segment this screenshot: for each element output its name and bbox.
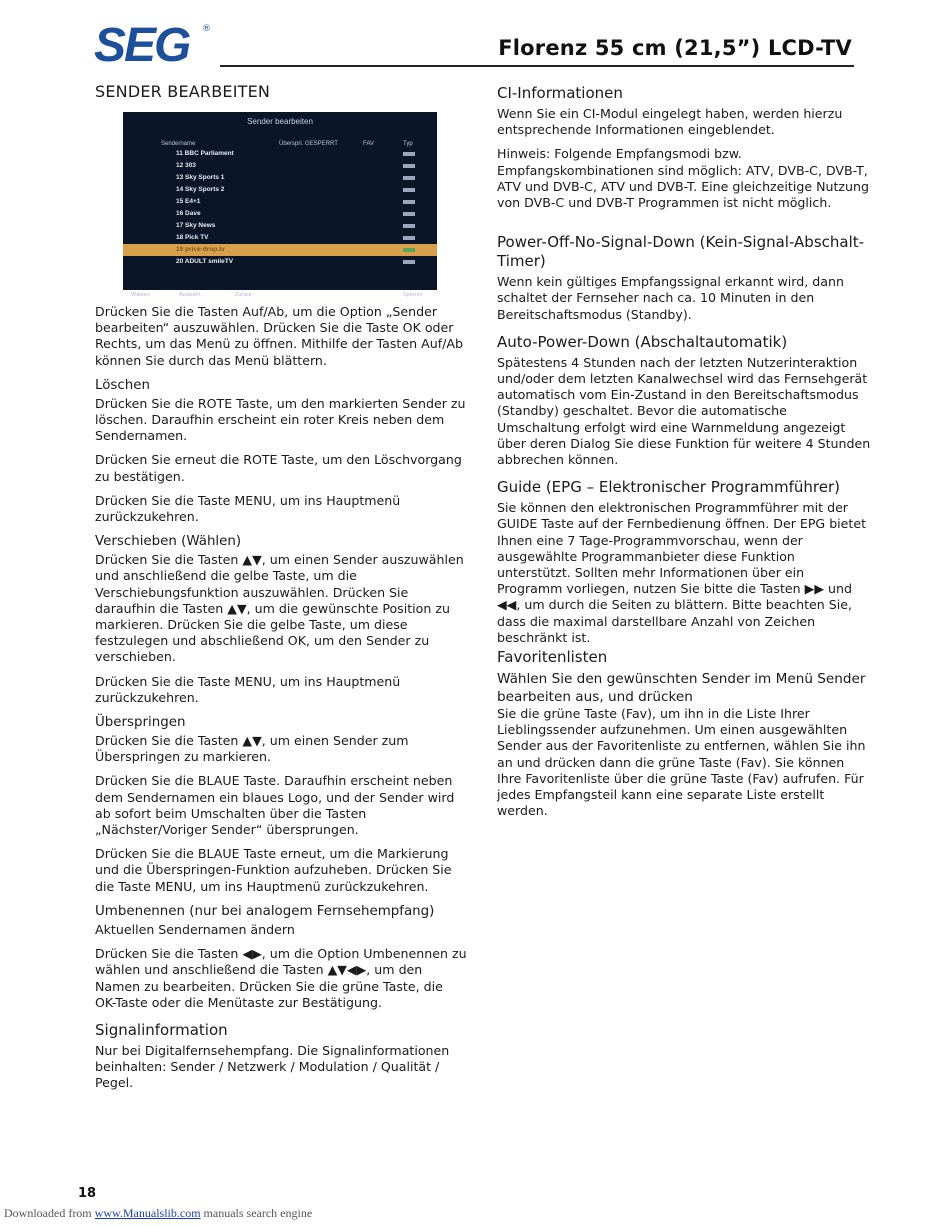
col-fav: FAV	[363, 141, 374, 147]
col-type: Typ	[403, 141, 413, 147]
menu-channel-row-selected: 19 price-drop.tv	[123, 244, 437, 256]
logo-text: SEG	[94, 19, 190, 72]
manualslib-link[interactable]: www.Manualslib.com	[94, 1206, 201, 1220]
paragraph: Hinweis: Folgende Empfangsmodi bzw. Empfangskombinationen sind möglich: ATV, DVB-C, DVB-T, ATV und DVB-C, ATV und DVB-T. Eine gleichzeitige Nutzung von DVB-C und DVB-T Programmen ist nicht möglich.	[497, 146, 869, 211]
menu-channel-row: 16 Dave	[123, 208, 437, 220]
paragraph: Drücken Sie die Tasten ◀▶, um die Option Umbenennen zu wählen und anschließend die Tasten ▲▼◀▶, um den Namen zu bearbeiten. Drücken Sie die grüne Taste, die OK-Taste oder die Menütaste zur Bestätigung.	[95, 946, 467, 1010]
footer-prefix: Downloaded from	[4, 1206, 95, 1220]
col-name: Sendername	[161, 141, 196, 147]
paragraph: Drücken Sie die BLAUE Taste. Daraufhin erscheint neben dem Sendernamen ein blaues Logo, und der Sender wird ab sofort beim Umschalten über die Tasten „Nächster/Voriger Sender“ übersprungen.	[95, 773, 455, 838]
menu-channel-row: 11 BBC Parliament	[123, 148, 437, 160]
menu-channel-row: 14 Sky Sports 2	[123, 184, 437, 196]
header-rule	[220, 65, 854, 67]
paragraph: Drücken Sie die BLAUE Taste erneut, um die Markierung und die Überspringen-Funktion aufzuheben. Drücken Sie die Taste MENU, um ins Hauptmenü zurückzukehren.	[95, 846, 452, 894]
paragraph: Wenn Sie ein CI-Modul eingelegt haben, werden hierzu entsprechende Informationen eingeblendet.	[497, 106, 843, 138]
menu-channel-row: 17 Sky News	[123, 220, 437, 232]
foot-lock: Sperren	[403, 292, 423, 298]
foot-select: Wählen	[131, 292, 150, 298]
subsection-title: Verschieben (Wählen)	[95, 534, 242, 550]
section-heading: Signalinformation	[95, 1020, 228, 1039]
menu-channel-row: 18 Pick TV	[123, 232, 437, 244]
paragraph: Spätestens 4 Stunden nach der letzten Nutzerinteraktion und/oder dem letzten Kanalwechsel wird das Fernsehgerät automatisch vom Ein-Zustand in den Bereitschaftsmodus (Standby) geschaltet. Bevor die automatische Umschaltung erfolgt wird eine Warnmeldung angezeigt über deren Dialog Sie diese Funktion für weitere 4 Stunden abbrechen können.	[497, 354, 871, 468]
paragraph: Drücken Sie die Taste MENU, um ins Hauptmenü zurückzukehren.	[95, 492, 401, 525]
subsection-subtitle: Aktuellen Sendernamen ändern	[95, 921, 295, 937]
col-skip: Überspri. GESPERRT	[279, 141, 338, 147]
foot-choose: Auswahl.	[179, 292, 202, 298]
menu-channel-list	[123, 148, 437, 268]
section-heading: Favoritenlisten	[497, 648, 608, 667]
menu-channel-row: 13 Sky Sports 1	[123, 172, 437, 184]
section-heading: CI-Informationen	[497, 84, 623, 102]
paragraph: Drücken Sie die Tasten ▲▼, um einen Sender auszuwählen und anschließend die gelbe Taste, um die Verschiebungsfunktion auszuwählen. Drücken Sie daraufhin die Tasten ▲▼, um die gewünschte Position zu markieren. Drücken Sie die gelbe Taste, um diese festzulegen und abschließend OK, um den Sender zu verschieben.	[95, 552, 464, 665]
foot-back: Zurück	[235, 292, 252, 298]
page-number: 18	[78, 1186, 97, 1201]
section-heading: Auto-Power-Down (Abschaltautomatik)	[497, 332, 788, 351]
paragraph: Sie können den elektronischen Programmführer mit der GUIDE Taste auf der Fernbedienung öffnen. Der EPG bietet Ihnen eine 7 Tage-Programmvorschau, wenn der ausgewählte Programmanbieter diese Funktion unterstützt. Sollten mehr Informationen über ein Programm vorliegen, nutzen Sie bitte die Tasten ▶▶ und ◀◀, um durch die Seiten zu blättern. Bitte beachten Sie, dass die maximal darstellbare Anzahl von Zeichen beschränkt ist.	[497, 500, 867, 645]
subsection-subtitle: Wählen Sie den gewünschten Sender im Menü Sender bearbeiten aus, und drücken	[497, 671, 866, 706]
menu-title: Sender bearbeiten	[247, 117, 313, 126]
download-footer	[4, 1206, 312, 1221]
paragraph: Wenn kein gültiges Empfangssignal erkannt wird, dann schaltet der Fernseher nach ca. 10 Minuten in den Bereitschaftsmodus (Standby).	[497, 274, 844, 322]
paragraph: Nur bei Digitalfernsehempfang. Die Signalinformationen beinhalten: Sender / Netzwerk / Modulation / Qualität / Pegel.	[95, 1042, 450, 1091]
channel-edit-menu-screenshot	[123, 112, 437, 298]
subsection-title: Löschen	[95, 377, 150, 393]
right-column	[497, 82, 872, 828]
footer-suffix: manuals search engine	[200, 1206, 313, 1220]
paragraph: Drücken Sie die Tasten ▲▼, um einen Sender zum Überspringen zu markieren.	[95, 733, 409, 765]
registered-mark: ®	[202, 24, 211, 34]
section-heading: Power-Off-No-Signal-Down (Kein-Signal-Abschalt-Timer)	[497, 233, 865, 271]
paragraph: Sie die grüne Taste (Fav), um ihn in die Liste Ihrer Lieblingssender aufzunehmen. Um einen ausgewählten Sender aus der Favoritenliste zu entfernen, wählen Sie ihn an und drücken dann die grüne Taste (Fav). Sie können Ihre Favoritenliste über die grüne Taste (Fav) aufrufen. Für jedes Empfangsteil kann eine separate Liste erstellt werden.	[497, 706, 866, 819]
left-column	[95, 82, 467, 1100]
section-title: SENDER BEARBEITEN	[95, 82, 271, 101]
menu-channel-row: 15 E4+1	[123, 196, 437, 208]
menu-channel-row: 20 ADULT smileTV	[123, 256, 437, 268]
paragraph: Drücken Sie die Taste MENU, um ins Hauptmenü zurückzukehren.	[95, 673, 401, 705]
menu-channel-row: 12 303	[123, 160, 437, 172]
section-heading: Guide (EPG – Elektronischer Programmführer)	[497, 478, 840, 497]
paragraph: Drücken Sie erneut die ROTE Taste, um den Löschvorgang zu bestätigen.	[95, 452, 462, 484]
paragraph: Drücken Sie die ROTE Taste, um den markierten Sender zu löschen. Daraufhin erscheint ein roter Kreis neben dem Sendernamen.	[95, 395, 466, 444]
intro-paragraph: Drücken Sie die Tasten Auf/Ab, um die Option „Sender bearbeiten“ auszuwählen. Drücken Sie die Taste OK oder Rechts, um das Menü zu öffnen. Mithilfe der Tasten Auf/Ab können Sie durch das Menü blättern.	[95, 304, 463, 368]
subsection-title: Überspringen	[95, 715, 186, 731]
subsection-title: Umbenennen (nur bei analogem Fernsehempfang)	[95, 903, 435, 919]
page-header-title: Florenz 55 cm (21,5”) LCD-TV	[498, 36, 852, 60]
